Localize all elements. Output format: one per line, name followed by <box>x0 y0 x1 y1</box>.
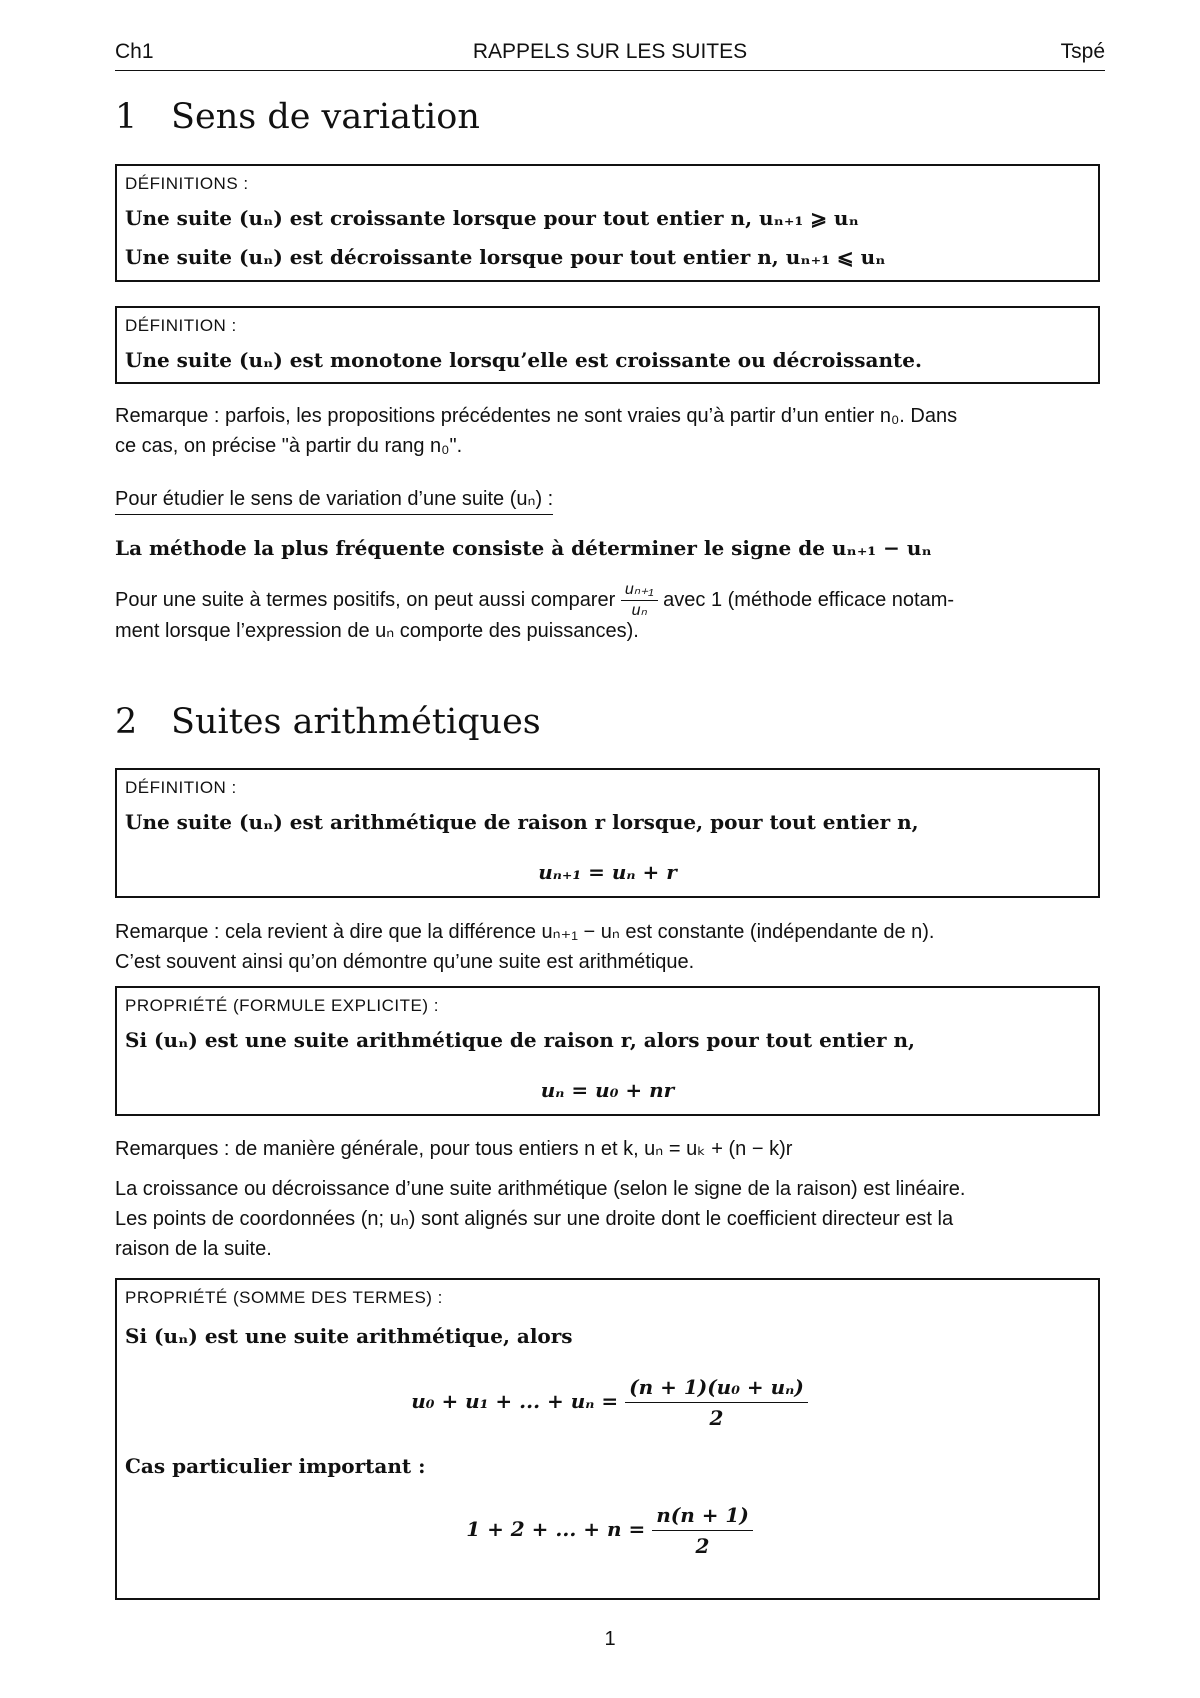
remark-difference-line2: C’est souvent ainsi qu’on démontre qu’une suite est arithmétique. <box>115 951 695 973</box>
remark-rank <box>115 401 1105 461</box>
ratio-paragraph <box>115 580 1105 646</box>
gauss-formula-denominator: 2 <box>695 1534 710 1558</box>
remark-rank-line1: Remarque : parfois, les propositions précédentes ne sont vraies qu’à partir d’un entier n₀. Dans <box>115 405 958 427</box>
study-heading: Pour étudier le sens de variation d’une suite (uₙ) : <box>115 488 553 515</box>
sum-formula-numerator: (n + 1)(u₀ + uₙ) <box>625 1372 808 1403</box>
header-title: RAPPELS SUR LES SUITES <box>472 40 748 63</box>
section-2-number: 2 <box>115 702 138 742</box>
explicit-formula-text: Si (uₙ) est une suite arithmétique de raison r, alors pour tout entier n, <box>125 1028 915 1052</box>
gauss-formula-lhs: 1 + 2 + ... + n = <box>466 1517 646 1541</box>
special-case-heading: Cas particulier important : <box>125 1454 426 1478</box>
section-2-heading <box>115 702 541 742</box>
sum-intro: Si (uₙ) est une suite arithmétique, alors <box>125 1324 573 1348</box>
method-line: La méthode la plus fréquente consiste à déterminer le signe de uₙ₊₁ − uₙ <box>115 536 932 560</box>
definition-increasing: Une suite (uₙ) est croissante lorsque pour tout entier n, uₙ₊₁ ⩾ uₙ <box>125 206 859 230</box>
remark-difference-line1: Remarque : cela revient à dire que la différence uₙ₊₁ − uₙ est constante (indépendante de n). <box>115 921 935 943</box>
ratio-numerator: uₙ₊₁ <box>621 580 658 601</box>
definitions-label: DÉFINITIONS : <box>125 174 249 193</box>
remark-difference <box>115 917 1105 977</box>
linear-line3: raison de la suite. <box>115 1238 272 1260</box>
arithmetic-definition-label: DÉFINITION : <box>125 778 237 797</box>
definition-monotone: Une suite (uₙ) est monotone lorsqu’elle est croissante ou décroissante. <box>125 348 922 372</box>
section-1-heading <box>115 97 480 137</box>
linear-line2: Les points de coordonnées (n; uₙ) sont alignés sur une droite dont le coefficient directeur est la <box>115 1208 954 1230</box>
page-number: 1 <box>604 1628 616 1650</box>
linear-line1: La croissance ou décroissance d’une suite arithmétique (selon le signe de la raison) est linéaire. <box>115 1178 966 1200</box>
section-2-title: Suites arithmétiques <box>171 702 541 742</box>
study-heading-row <box>115 484 1105 514</box>
definitions-box <box>115 164 1100 282</box>
explicit-formula-box <box>115 986 1100 1116</box>
sum-label: PROPRIÉTÉ (SOMME DES TERMES) : <box>125 1288 443 1307</box>
arithmetic-definition-text: Une suite (uₙ) est arithmétique de raison r lorsque, pour tout entier n, <box>125 810 919 834</box>
gauss-formula-numerator: n(n + 1) <box>652 1500 753 1531</box>
page-header <box>115 40 1105 71</box>
ratio-text-after: avec 1 (méthode efficace notam- <box>663 588 955 611</box>
arithmetic-recurrence-formula: uₙ₊₁ = uₙ + r <box>538 860 677 884</box>
explicit-formula: uₙ = u₀ + nr <box>540 1078 675 1102</box>
ratio-fraction <box>621 580 658 621</box>
remark-rank-line2: ce cas, on précise "à partir du rang n₀". <box>115 435 463 457</box>
sum-formula <box>117 1372 1102 1433</box>
definition-decreasing: Une suite (uₙ) est décroissante lorsque pour tout entier n, uₙ₊₁ ⩽ uₙ <box>125 245 886 269</box>
header-level: Tspé <box>1060 40 1105 63</box>
gauss-formula-fraction <box>652 1500 753 1561</box>
ratio-text-before: Pour une suite à termes positifs, on peut aussi comparer <box>115 588 616 611</box>
ratio-denominator: uₙ <box>631 602 647 619</box>
remark-general: Remarques : de manière générale, pour tous entiers n et k, uₙ = uₖ + (n − k)r <box>115 1138 793 1160</box>
explicit-formula-label: PROPRIÉTÉ (FORMULE EXPLICITE) : <box>125 996 439 1015</box>
gauss-formula <box>117 1500 1102 1561</box>
sum-formula-fraction <box>625 1372 808 1433</box>
monotone-label: DÉFINITION : <box>125 316 237 335</box>
linear-paragraph <box>115 1174 1105 1264</box>
monotone-box <box>115 306 1100 384</box>
sum-formula-lhs: u₀ + u₁ + ... + uₙ = <box>411 1389 619 1413</box>
sum-box <box>115 1278 1100 1600</box>
ratio-line2: ment lorsque l’expression de uₙ comporte des puissances). <box>115 620 639 642</box>
sum-formula-denominator: 2 <box>709 1406 724 1430</box>
arithmetic-definition-box <box>115 768 1100 898</box>
header-chapter: Ch1 <box>115 40 154 63</box>
section-1-number: 1 <box>115 97 138 137</box>
section-1-title: Sens de variation <box>171 97 480 137</box>
